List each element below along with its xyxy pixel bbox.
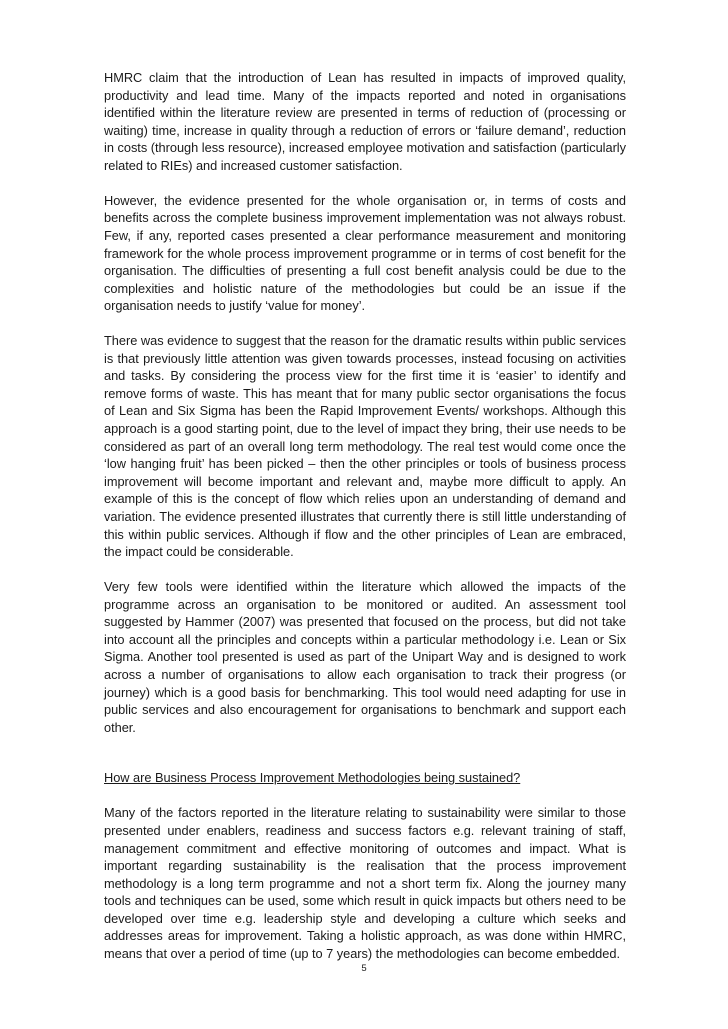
paragraph-sustainability: Many of the factors reported in the literature relating to sustainability were similar to those presented under enablers, readiness and success factors e.g. relevant training of staff, management commitment and effective monitoring of outcomes and impact. What is important regarding sustainability is the realisation that the process improvement methodology is a long term programme and not a short term fix. Along the journey many tools and techniques can be used, some which result in quick impacts but others need to be developed over time e.g. leadership style and developing a culture which seeks and addresses areas for improvement. Taking a holistic approach, as was done within HMRC, means that over a period of time (up to 7 years) the methodologies can become embedded. [104, 805, 626, 962]
page-number: 5 [361, 963, 367, 974]
document-body [104, 69, 626, 963]
paragraph-lean-impacts: HMRC claim that the introduction of Lean has resulted in impacts of improved quality, productivity and lead time. Many of the impacts reported and noted in organisations identified within the literature review are presented in terms of reduction of (processing or waiting) time, increase in quality through a reduction of errors or ‘failure demand’, reduction in costs (through less resource), increased employee motivation and satisfaction (particularly related to RIEs) and increased customer satisfaction. [104, 70, 626, 173]
paragraph-monitoring-tools: Very few tools were identified within the literature which allowed the impacts of the programme across an organisation to be monitored or audited. An assessment tool suggested by Hammer (2007) was presented that focused on the process, but did not take into account all the principles and concepts within a particular methodology i.e. Lean or Six Sigma. Another tool presented is used as part of the Unipart Way and is designed to work across a number of organisations to allow each organisation to track their progress (or journey) which is a good basis for benchmarking. This tool would need adapting for use in public services and also encouragement for organisations to benchmark and support each other. [104, 579, 626, 735]
section-heading: How are Business Process Improvement Methodologies being sustained? [104, 770, 521, 786]
paragraph-evidence-robustness: However, the evidence presented for the whole organisation or, in terms of costs and benefits across the complete business improvement implementation was not always robust. Few, if any, reported cases presented a clear performance measurement and monitoring framework for the whole process improvement programme or in terms of cost benefit for the organisation. The difficulties of presenting a full cost benefit analysis could be due to the complexities and holistic nature of the methodologies but could be an issue if the organisation needs to justify ‘value for money’. [104, 192, 626, 314]
paragraph-public-services-results: There was evidence to suggest that the reason for the dramatic results within public services is that previously little attention was given towards processes, instead focusing on activities and tasks. By considering the process view for the first time it is ‘easier’ to identify and remove forms of waste. This has meant that for many public sector organisations the focus of Lean and Six Sigma has been the Rapid Improvement Events/ workshops. Although this approach is a good starting point, due to the level of impact they bring, their use needs to be considered as part of an overall long term methodology. The real test would come once the ‘low hanging fruit’ has been picked – then the other principles or tools of business process improvement will become important and relevant and, maybe more difficult to apply. An example of this is the concept of flow which relies upon an understanding of demand and variation. The evidence presented illustrates that currently there is still little understanding of this within public services. Although if flow and the other principles of Lean are embraced, the impact could be considerable. [104, 333, 626, 560]
